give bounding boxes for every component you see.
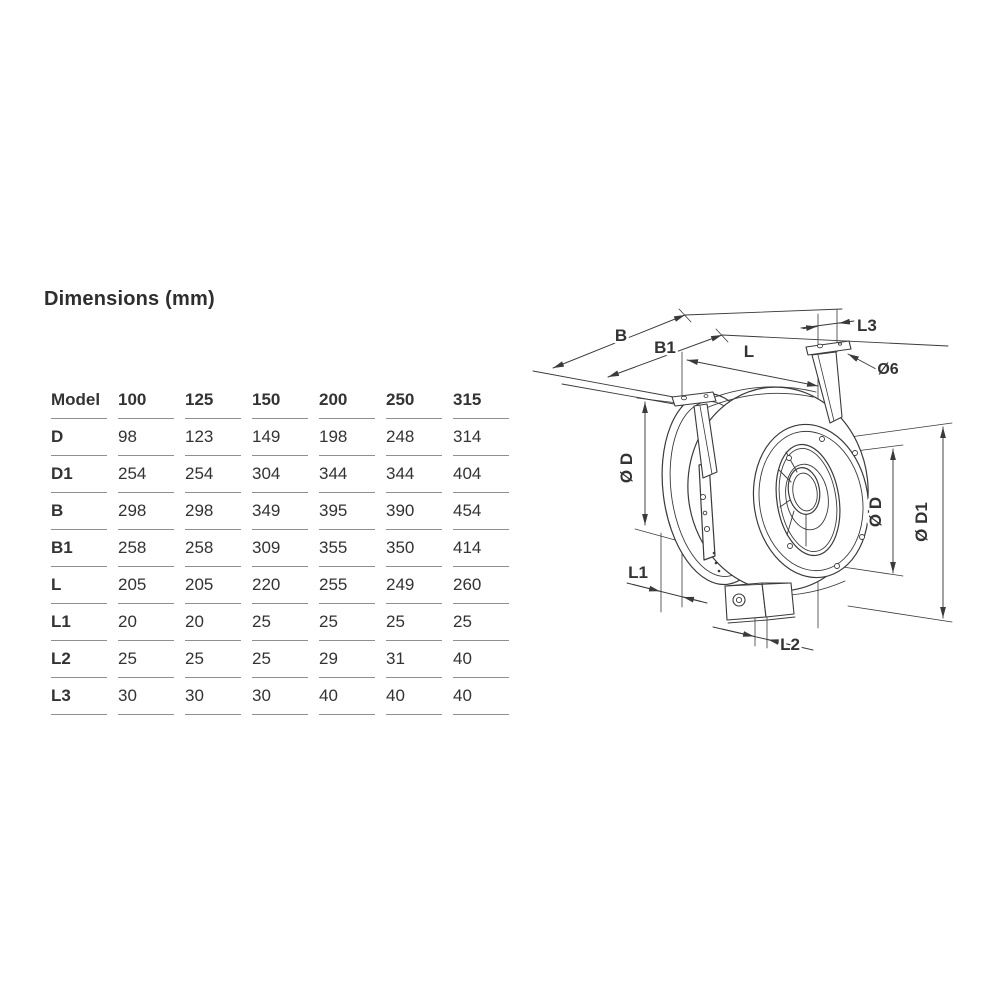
row-label: L2 (51, 641, 107, 678)
dim-value: 20 (118, 604, 174, 641)
fan-body (652, 378, 880, 600)
label-l1: L1 (628, 563, 648, 582)
label-dia-d-right: Ø D (866, 496, 885, 528)
dim-value: 395 (319, 493, 375, 530)
junction-box (725, 583, 795, 623)
dim-value: 309 (252, 530, 308, 567)
dim-value: 25 (386, 604, 442, 641)
column-header: 100 (118, 382, 174, 419)
dim-value: 30 (185, 678, 241, 715)
dim-value: 254 (185, 456, 241, 493)
dim-value: 25 (252, 604, 308, 641)
column-header: Model (51, 382, 107, 419)
label-l3: L3 (857, 316, 877, 335)
dim-value: 30 (118, 678, 174, 715)
column-header: 125 (185, 382, 241, 419)
row-label: B1 (51, 530, 107, 567)
dim-value: 349 (252, 493, 308, 530)
table-row (51, 567, 509, 604)
row-label: D1 (51, 456, 107, 493)
dim-value: 404 (453, 456, 509, 493)
page-title: Dimensions (mm) (44, 288, 215, 310)
dim-value: 258 (118, 530, 174, 567)
column-header: 250 (386, 382, 442, 419)
label-dia-d1: Ø D1 (912, 502, 931, 542)
dim-value: 25 (118, 641, 174, 678)
label-dia-d-left: Ø D (617, 452, 636, 484)
dim-value: 298 (118, 493, 174, 530)
table-row (51, 641, 509, 678)
dim-value: 344 (319, 456, 375, 493)
dim-value: 30 (252, 678, 308, 715)
dim-value: 454 (453, 493, 509, 530)
dim-value: 248 (386, 419, 442, 456)
label-b: B (614, 326, 628, 345)
dim-value: 298 (185, 493, 241, 530)
table-row (51, 678, 509, 715)
dim-value: 198 (319, 419, 375, 456)
dim-value: 260 (453, 567, 509, 604)
dim-value: 25 (252, 641, 308, 678)
dim-value: 350 (386, 530, 442, 567)
row-label: L (51, 567, 107, 604)
dim-value: 98 (118, 419, 174, 456)
label-b1: B1 (654, 338, 676, 357)
dim-value: 205 (185, 567, 241, 604)
dim-value: 29 (319, 641, 375, 678)
fan-technical-drawing (528, 278, 1000, 710)
dim-value: 20 (185, 604, 241, 641)
dim-value: 390 (386, 493, 442, 530)
row-label: B (51, 493, 107, 530)
dim-value: 40 (386, 678, 442, 715)
dim-value: 40 (453, 641, 509, 678)
table-row (51, 419, 509, 456)
dimension-line-l (687, 360, 818, 386)
dim-value: 40 (319, 678, 375, 715)
dim-value: 344 (386, 456, 442, 493)
dim-value: 304 (252, 456, 308, 493)
dim-value: 25 (453, 604, 509, 641)
label-dia6: Ø6 (877, 361, 899, 378)
row-label: D (51, 419, 107, 456)
dim-value: 314 (453, 419, 509, 456)
dim-value: 25 (185, 641, 241, 678)
dim-value: 220 (252, 567, 308, 604)
leader-dia6 (848, 354, 876, 369)
column-header: 150 (252, 382, 308, 419)
dim-value: 31 (386, 641, 442, 678)
dim-value: 249 (386, 567, 442, 604)
table-row (51, 456, 509, 493)
table-row (51, 493, 509, 530)
dim-value: 254 (118, 456, 174, 493)
row-label: L1 (51, 604, 107, 641)
dimensions-table (40, 382, 520, 715)
dim-value: 205 (118, 567, 174, 604)
table-row (51, 530, 509, 567)
dim-value: 123 (185, 419, 241, 456)
label-l: L (743, 342, 755, 361)
dim-value: 414 (453, 530, 509, 567)
label-l2: L2 (780, 635, 800, 654)
dim-value: 25 (319, 604, 375, 641)
dim-value: 40 (453, 678, 509, 715)
dim-value: 258 (185, 530, 241, 567)
dim-value: 149 (252, 419, 308, 456)
dim-value: 255 (319, 567, 375, 604)
column-header: 315 (453, 382, 509, 419)
table-header-row (51, 382, 509, 419)
mount-plane-lines (533, 309, 948, 407)
row-label: L3 (51, 678, 107, 715)
table-row (51, 604, 509, 641)
column-header: 200 (319, 382, 375, 419)
dim-value: 355 (319, 530, 375, 567)
